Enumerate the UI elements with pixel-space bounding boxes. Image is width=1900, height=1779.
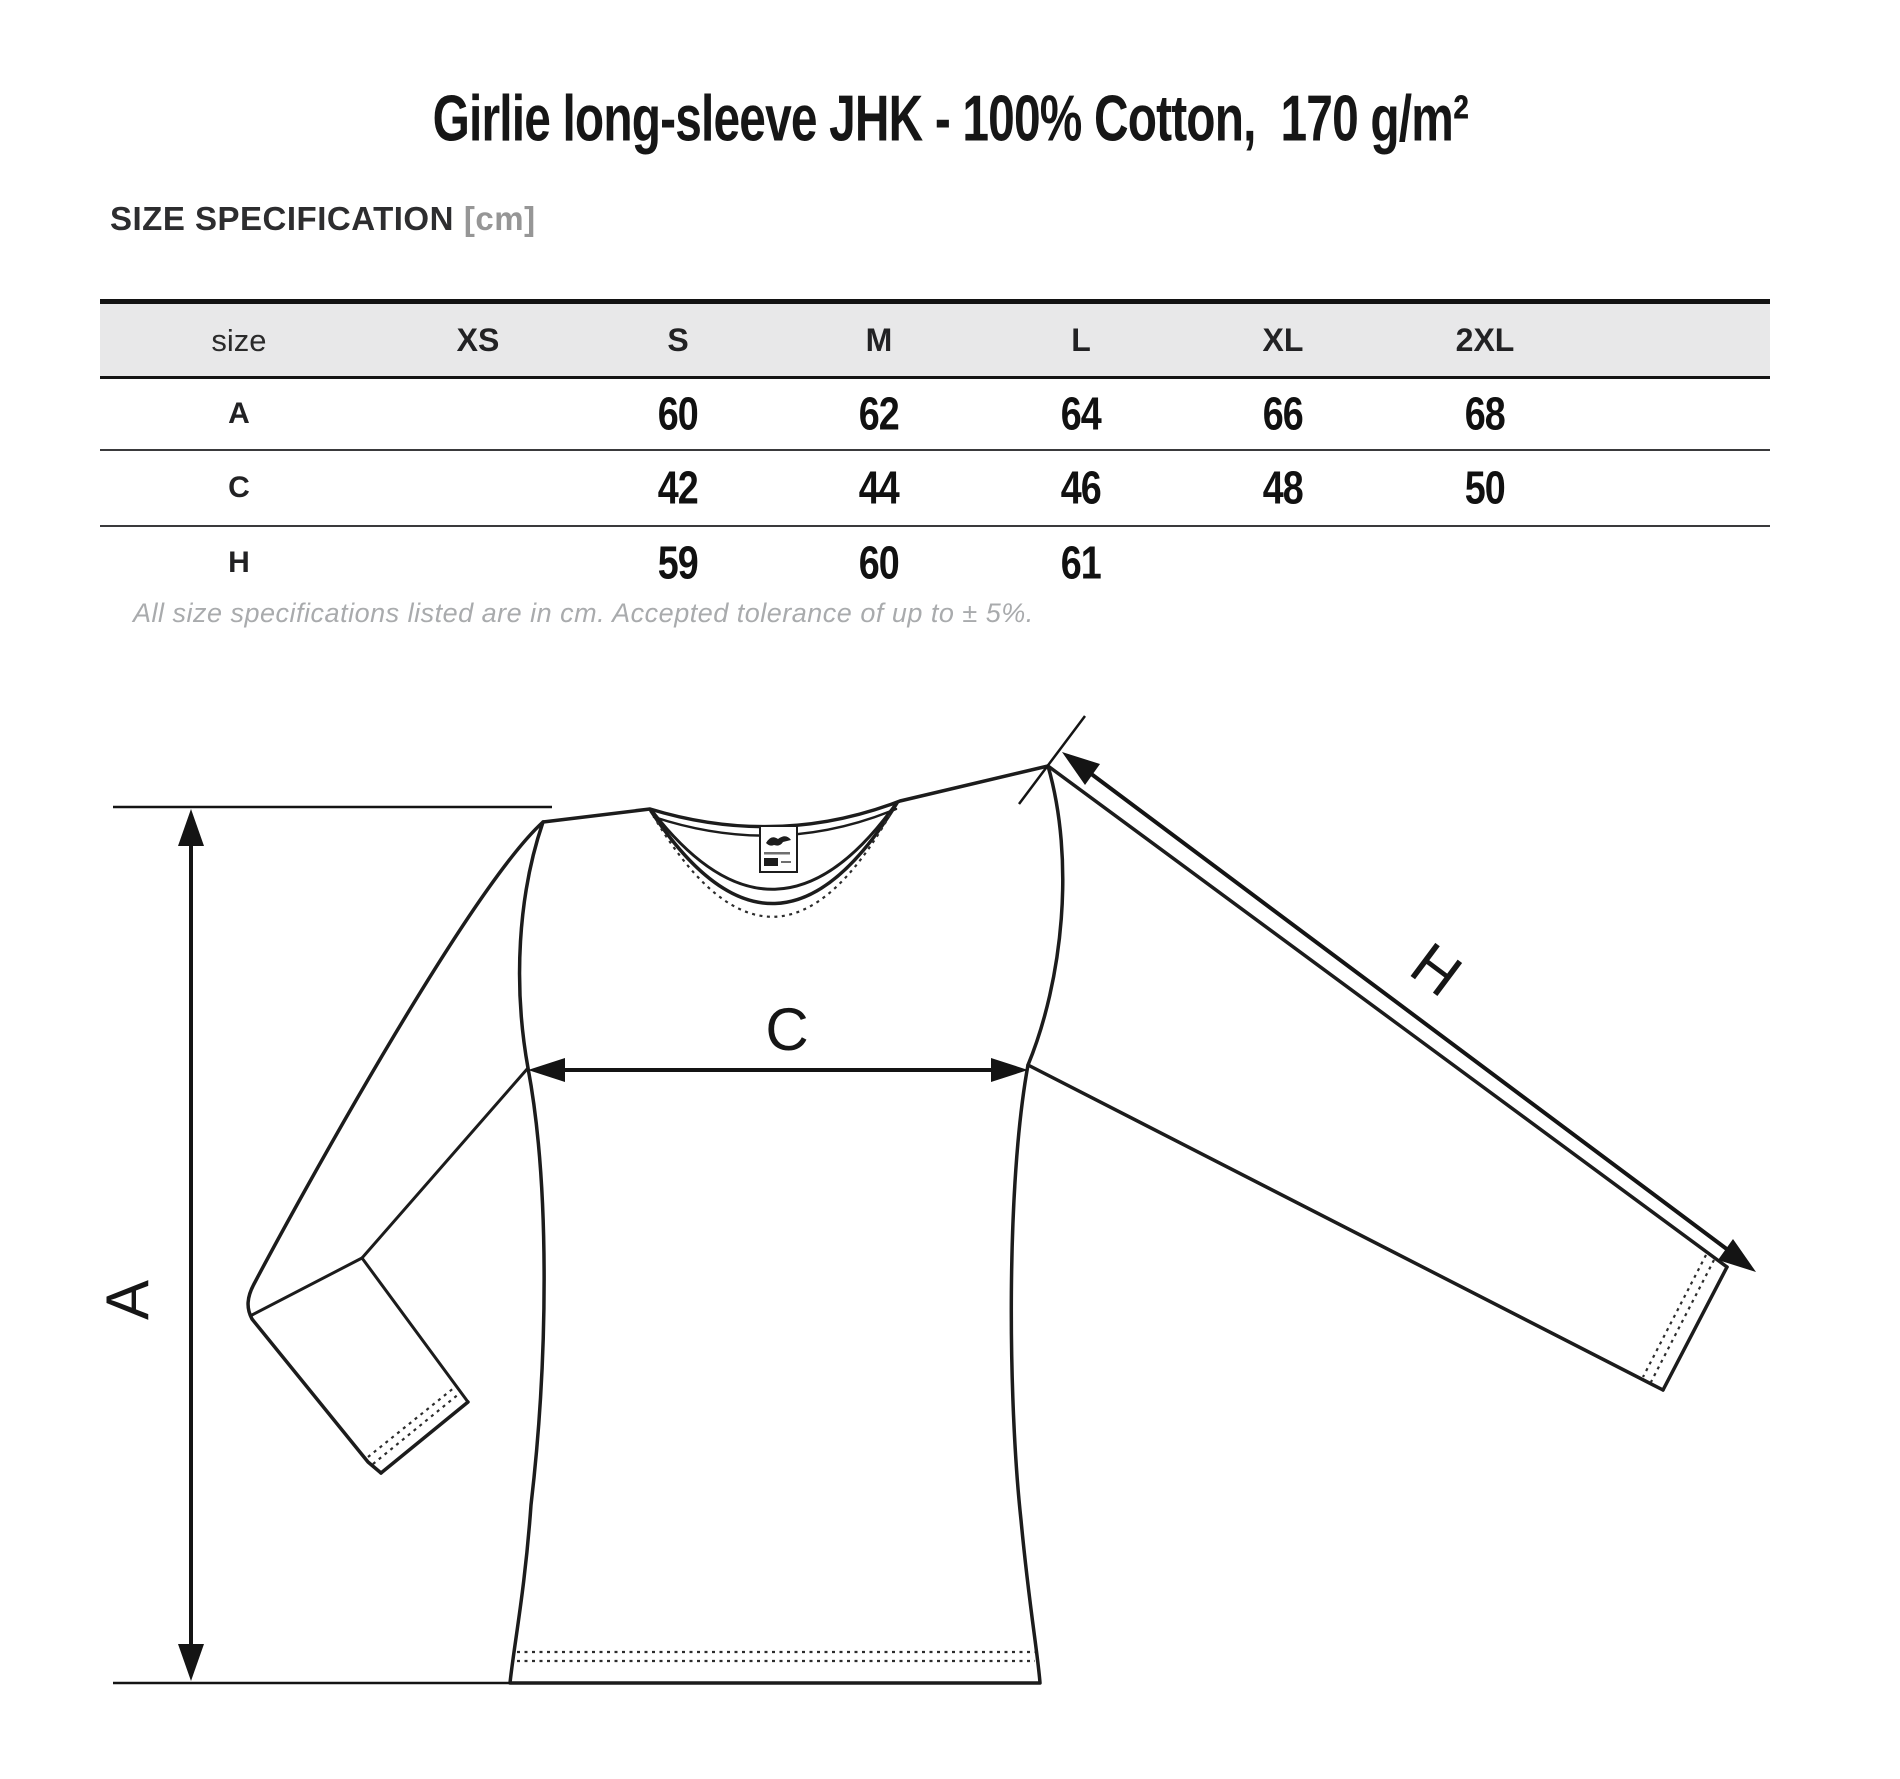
left-sleeve-inner-edge [362, 1258, 468, 1402]
value-c-2xl: 50 [1464, 461, 1506, 514]
dim-a-arrowhead-top [178, 809, 204, 846]
header-cell-xl: XL [1262, 322, 1304, 358]
header-cell-xs: XS [456, 322, 500, 358]
neck-label-tag [760, 826, 797, 872]
left-sleeve-cuff-edge [381, 1402, 468, 1473]
neck-tag-text-line-2 [781, 861, 791, 863]
shirt-outline [248, 766, 1727, 1683]
right-cuff-stitching [1651, 1260, 1714, 1382]
value-c-m: 44 [858, 461, 900, 514]
row-label-h: H [228, 546, 250, 579]
left-sleeve-underarm-seam [362, 1068, 528, 1258]
left-sleeve-outer-edge [248, 822, 543, 1473]
value-a-l: 64 [1060, 387, 1102, 440]
dim-h-arrowhead-bottom [1718, 1239, 1756, 1272]
row-label-a: A [228, 397, 250, 430]
right-sleeve-top-edge [1048, 766, 1727, 1267]
section-heading-text: SIZE SPECIFICATION [110, 200, 454, 237]
row-label-c: C [228, 471, 250, 504]
header-cell-size: size [211, 322, 267, 358]
dimension-a [94, 807, 552, 1683]
value-a-2xl: 68 [1464, 387, 1506, 440]
value-c-s: 42 [657, 461, 699, 514]
value-h-m: 60 [858, 536, 900, 589]
dim-label-h: H [1398, 929, 1474, 1010]
value-h-s: 59 [657, 536, 699, 589]
neck-tag-text-line [764, 852, 790, 855]
value-a-s: 60 [657, 387, 699, 440]
dim-c-arrowhead-right [991, 1058, 1028, 1082]
dimension-h [1019, 716, 1756, 1272]
header-cell-2xl: 2XL [1455, 322, 1515, 358]
dim-label-c: C [765, 996, 809, 1063]
dim-c-arrowhead-left [528, 1058, 565, 1082]
value-a-m: 62 [858, 387, 900, 440]
dim-a-arrowhead-bottom [178, 1644, 204, 1681]
header-cell-m: M [865, 322, 893, 358]
dim-h-line [1090, 773, 1728, 1250]
value-c-l: 46 [1060, 461, 1102, 514]
right-sleeve-under-edge [1028, 1065, 1663, 1390]
value-h-l: 61 [1060, 536, 1102, 589]
right-sleeve-cuff-edge [1663, 1267, 1727, 1390]
right-cuff-stitching-2 [1643, 1255, 1706, 1377]
header-cell-l: L [1071, 322, 1091, 358]
section-unit: [cm] [463, 200, 536, 237]
left-sleeve-fold-crease [252, 1258, 362, 1315]
neck-tag-barcode [764, 858, 778, 866]
dim-label-a: A [94, 1279, 161, 1321]
product-title: Girlie long-sleeve JHK - 100% Cotton, 170 g/m² [432, 82, 1468, 156]
left-cuff-stitching [373, 1393, 460, 1464]
header-cell-s: S [667, 322, 689, 358]
dimension-c [528, 996, 1028, 1082]
value-a-xl: 66 [1262, 387, 1304, 440]
tolerance-note: All size specifications listed are in cm. Accepted tolerance of up to ± 5%. [133, 598, 1034, 628]
value-c-xl: 48 [1262, 461, 1304, 514]
